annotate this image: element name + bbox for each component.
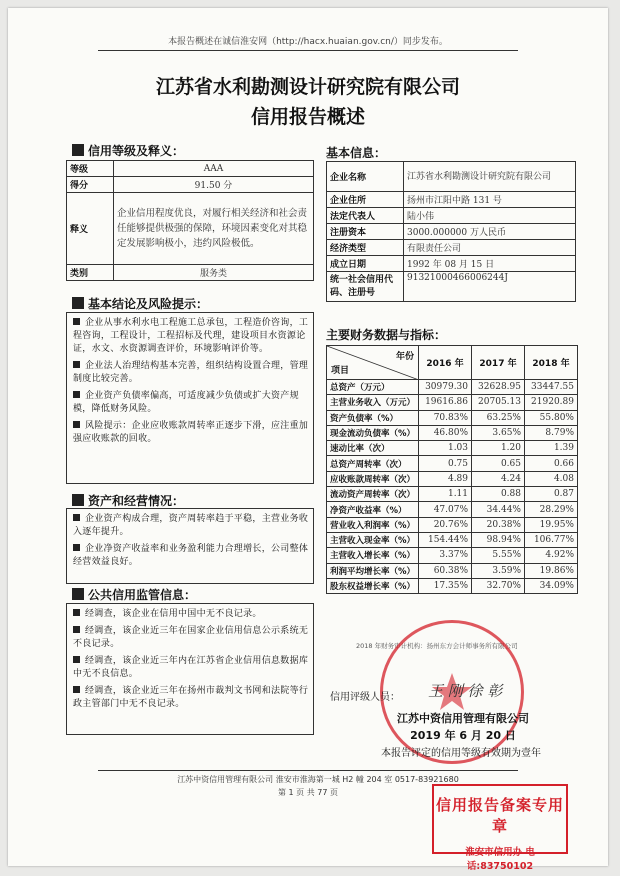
- supervision-item: 经调查，该企业近三年内在江苏省企业信用信息数据库中无不良信息。: [73, 656, 309, 679]
- finance-value: 0.66: [525, 456, 578, 471]
- finance-value: 4.92%: [525, 548, 578, 563]
- bullet-square-icon: [73, 609, 80, 616]
- finance-row: [327, 425, 578, 440]
- basic-label: 统一社会信用代码、注册号: [327, 272, 404, 302]
- finance-value: 106.77%: [525, 532, 578, 547]
- finance-row-label: 主营收入现金率（%）: [327, 532, 419, 547]
- finance-row: [327, 563, 578, 578]
- conclusion-item: 风险提示：企业应收账款周转率正逐步下滑，应注重加强应收账款的回收。: [73, 421, 309, 444]
- finance-row-label: 流动资产周转率（次）: [327, 487, 419, 502]
- footer-line: 江苏中资信用管理有限公司 淮安市淮海第一城 H2 幢 204 室 0517-83921680: [177, 775, 459, 784]
- finance-year-header: 2018 年: [525, 346, 578, 380]
- finance-value: 1.20: [472, 441, 525, 456]
- top-rule: [98, 50, 518, 51]
- finance-row: [327, 532, 578, 547]
- analyst-label: 信用评级人员：: [330, 692, 400, 703]
- finance-value: 63.25%: [472, 410, 525, 425]
- filing-stamp: [432, 784, 568, 872]
- finance-table-body: [327, 380, 578, 594]
- finance-value: 21920.89: [525, 395, 578, 410]
- basic-value: 有限责任公司: [404, 240, 576, 256]
- category-label: 类别: [67, 265, 114, 281]
- finance-row: [327, 578, 578, 593]
- conclusion-item: 企业从事水利水电工程施工总承包，工程造价咨询，工程咨询，工程设计，工程招标及代理，建设项目水资源论证，水文、水资源调查评价，环境影响评价等。: [73, 318, 309, 354]
- finance-heading: 主要财务数据与指标：: [326, 328, 447, 342]
- footer-rule: [98, 770, 518, 771]
- finance-row-label: 营业收入利润率（%）: [327, 517, 419, 532]
- finance-value: 17.35%: [419, 578, 472, 593]
- finance-row: [327, 502, 578, 517]
- validity-note: 本报告评定的信用等级有效期为壹年: [381, 748, 541, 759]
- finance-value: 1.11: [419, 487, 472, 502]
- bullet-square-icon: [73, 514, 80, 521]
- finance-value: 30979.30: [419, 380, 472, 395]
- finance-value: 55.80%: [525, 410, 578, 425]
- finance-row-label: 净资产收益率（%）: [327, 502, 419, 517]
- finance-row-label: 总资产周转率（次）: [327, 456, 419, 471]
- basic-label: 成立日期: [327, 256, 404, 272]
- supervision-box: [66, 603, 314, 735]
- finance-year-header: 2016 年: [419, 346, 472, 380]
- finance-value: 19.86%: [525, 563, 578, 578]
- basic-label: 企业名称: [327, 162, 404, 192]
- basic-info-table: [326, 161, 576, 302]
- audit-note: 2018 年财务审计机构：扬州东方会计师事务所有限公司: [356, 642, 518, 650]
- finance-row-label: 主营业务收入（万元）: [327, 395, 419, 410]
- basic-heading: 基本信息：: [326, 146, 387, 160]
- finance-row-label: 总资产（万元）: [327, 380, 419, 395]
- finance-value: 5.55%: [472, 548, 525, 563]
- assets-item: 企业净资产收益率和业务盈利能力合理增长，公司整体经营效益良好。: [73, 544, 309, 567]
- finance-row: [327, 517, 578, 532]
- rating-table: [66, 160, 314, 281]
- corner-year-label: 年份: [396, 352, 415, 362]
- finance-corner-cell: [327, 346, 419, 380]
- finance-value: 20.38%: [472, 517, 525, 532]
- conclusion-heading: 基本结论及风险提示：: [70, 295, 318, 311]
- finance-value: 0.65: [472, 456, 525, 471]
- finance-row-label: 利润平均增长率（%）: [327, 563, 419, 578]
- bullet-square-icon: [73, 656, 80, 663]
- finance-value: 19.95%: [525, 517, 578, 532]
- finance-row-label: 股东权益增长率（%）: [327, 578, 419, 593]
- basic-value: 陆小伟: [404, 208, 576, 224]
- finance-row: [327, 548, 578, 563]
- grade-label: 等级: [67, 161, 114, 177]
- basic-label: 企业住所: [327, 192, 404, 208]
- finance-row-label: 速动比率（次）: [327, 441, 419, 456]
- finance-value: 33447.55: [525, 380, 578, 395]
- bullet-square-icon: [73, 626, 80, 633]
- meaning-value: 企业信用程度优良，对履行相关经济和社会责任能够提供极强的保障，环境因素变化对其稳定发展影响极小，违约风险极低。: [114, 193, 314, 265]
- bullet-square-icon: [73, 421, 80, 428]
- finance-value: 34.44%: [472, 502, 525, 517]
- finance-table: [326, 345, 578, 594]
- score-value: 91.50 分: [114, 177, 314, 193]
- finance-value: 1.03: [419, 441, 472, 456]
- finance-value: 20.76%: [419, 517, 472, 532]
- finance-row-label: 现金流动负债率（%）: [327, 425, 419, 440]
- corner-item-label: 项目: [331, 366, 350, 376]
- finance-value: 3.59%: [472, 563, 525, 578]
- grade-value: AAA: [114, 161, 314, 177]
- stamp-contact: 淮安市信用办 电话:83750102: [465, 847, 535, 872]
- publication-notice: 本报告概述在诚信淮安网（http://hacx.huaian.gov.cn/）同步发布。: [168, 37, 448, 47]
- basic-label: 注册资本: [327, 224, 404, 240]
- finance-row: [327, 395, 578, 410]
- finance-value: 98.94%: [472, 532, 525, 547]
- analyst-signatures: 王 刚 徐 彰: [428, 682, 503, 700]
- basic-label: 法定代表人: [327, 208, 404, 224]
- finance-value: 1.39: [525, 441, 578, 456]
- finance-value: 32.70%: [472, 578, 525, 593]
- supervision-item: 经调查，该企业近三年在扬州市裁判文书网和法院等行政主管部门中无不良记录。: [73, 686, 309, 709]
- page-number: 第 1 页 共 77 页: [278, 788, 338, 797]
- finance-value: 0.88: [472, 487, 525, 502]
- basic-value: 1992 年 08 月 15 日: [404, 256, 576, 272]
- supervision-item: 经调查，该企业在信用中国中无不良记录。: [73, 608, 309, 621]
- finance-value: 28.29%: [525, 502, 578, 517]
- company-title: 江苏省水利勘测设计研究院有限公司: [155, 76, 460, 98]
- issue-date: 2019 年 6 月 20 日: [410, 729, 516, 742]
- finance-row: [327, 410, 578, 425]
- finance-value: 34.09%: [525, 578, 578, 593]
- finance-value: 70.83%: [419, 410, 472, 425]
- assets-box: [66, 508, 314, 584]
- finance-value: 46.80%: [419, 425, 472, 440]
- finance-value: 3.37%: [419, 548, 472, 563]
- report-title: 信用报告概述: [250, 106, 365, 128]
- assets-item: 企业资产构成合理，资产周转率趋于平稳，主营业务收入逐年提升。: [73, 514, 309, 537]
- category-value: 服务类: [114, 265, 314, 281]
- finance-row-label: 主营收入增长率（%）: [327, 548, 419, 563]
- conclusion-box: [66, 312, 314, 484]
- finance-row: [327, 471, 578, 486]
- finance-row: [327, 487, 578, 502]
- basic-value: 扬州市江阳中路 131 号: [404, 192, 576, 208]
- finance-value: 0.87: [525, 487, 578, 502]
- issuer-company: 江苏中资信用管理有限公司: [397, 712, 529, 725]
- finance-value: 0.75: [419, 456, 472, 471]
- basic-value: 3000.000000 万人民币: [404, 224, 576, 240]
- bullet-square-icon: [73, 361, 80, 368]
- basic-label: 经济类型: [327, 240, 404, 256]
- conclusion-item: 企业资产负债率偏高，可适度减少负债或扩大资产规模，降低财务风险。: [73, 391, 299, 414]
- finance-value: 4.89: [419, 471, 472, 486]
- finance-row: [327, 456, 578, 471]
- bullet-square-icon: [73, 391, 80, 398]
- bullet-square-icon: [73, 544, 80, 551]
- finance-value: 32628.95: [472, 380, 525, 395]
- finance-value: 19616.86: [419, 395, 472, 410]
- finance-row: [327, 441, 578, 456]
- basic-value: 91321000466006244J: [404, 272, 576, 302]
- stamp-title: 信用报告备案专用章: [435, 796, 564, 835]
- finance-value: 3.65%: [472, 425, 525, 440]
- meaning-label: 释义: [67, 193, 114, 265]
- bullet-square-icon: [73, 318, 80, 325]
- conclusion-item: 企业法人治理结构基本完善，组织结构设置合理，管理制度比较完善。: [73, 361, 309, 384]
- bullet-square-icon: [73, 686, 80, 693]
- finance-value: 47.07%: [419, 502, 472, 517]
- finance-value: 8.79%: [525, 425, 578, 440]
- score-label: 得分: [67, 177, 114, 193]
- report-page: [8, 8, 608, 872]
- finance-year-header: 2017 年: [472, 346, 525, 380]
- finance-value: 20705.13: [472, 395, 525, 410]
- finance-row-label: 应收账款周转率（次）: [327, 471, 419, 486]
- rating-heading: 信用等级及释义：: [70, 142, 288, 158]
- finance-row: [327, 380, 578, 395]
- basic-value: 江苏省水利勘测设计研究院有限公司: [404, 162, 576, 192]
- supervision-item: 经调查，该企业近三年在国家企业信用信息公示系统无不良记录。: [73, 626, 309, 649]
- finance-value: 4.08: [525, 471, 578, 486]
- assets-heading: 资产和经营情况：: [70, 492, 288, 508]
- finance-value: 4.24: [472, 471, 525, 486]
- finance-row-label: 资产负债率（%）: [327, 410, 419, 425]
- finance-value: 154.44%: [419, 532, 472, 547]
- finance-value: 60.38%: [419, 563, 472, 578]
- supervision-heading: 公共信用监管信息：: [70, 586, 288, 602]
